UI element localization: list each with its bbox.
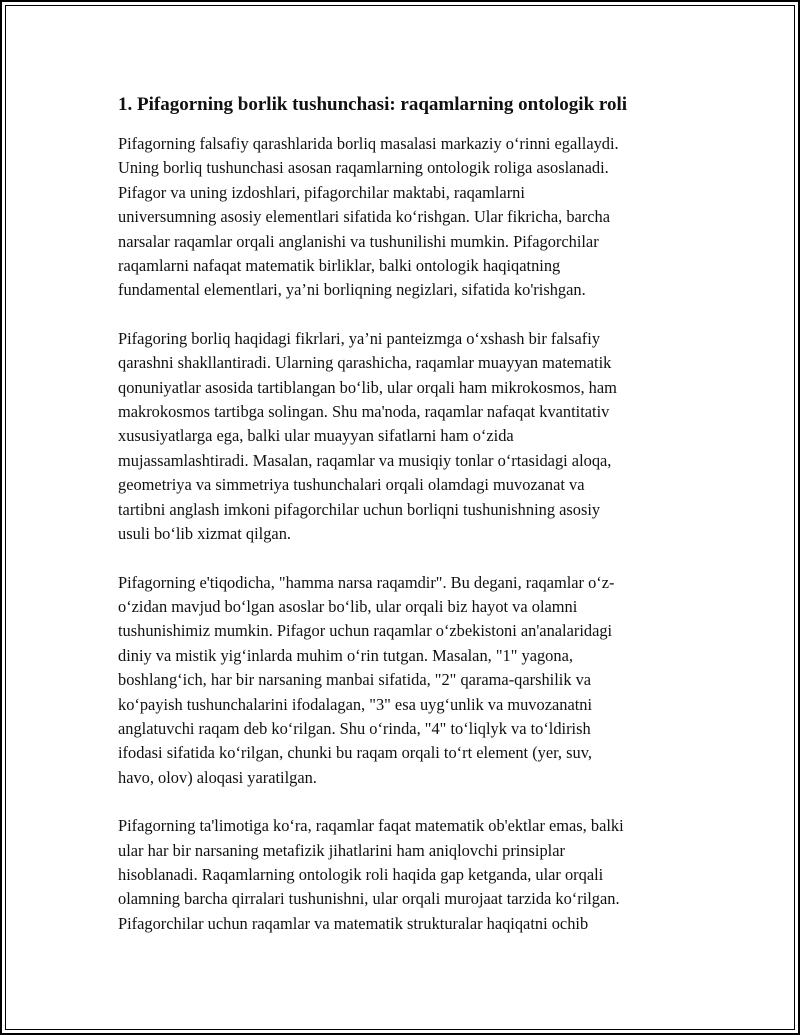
document-body — [118, 92, 688, 960]
paragraph-1: Pifagorning falsafiy qarashlarida borliq masalasi markaziy o‘rinni egallaydi. Uning borliq tushunchasi asosan raqamlarning ontologik roliga asoslanadi. Pifagor va uning izdoshlari, pifagorchilar maktabi, raqamlarni universumning asosiy elementlari sifatida ko‘rishgan. Ular fikricha, barcha narsalar raqamlar orqali anglanishi va tushunilishi mumkin. Pifagorchilar raqamlarni nafaqat matematik birliklar, balki ontologik haqiqatning fundamental elementlari, ya’ni borliqning negizlari, sifatida ko'rishgan. — [118, 134, 619, 300]
paragraph-3: Pifagorning e'tiqodicha, "hamma narsa raqamdir". Bu degani, raqamlar o‘z- o‘zidan mavjud bo‘lgan asoslar bo‘lib, ular orqali biz hayot va olamni tushunishimiz mumkin. Pifagor uchun raqamlar o‘zbekistoni an'analaridagi diniy va mistik yig‘inlarda muhim o‘rin tutgan. Masalan, "1" yagona, boshlang‘ich, har bir narsaning manbai sifatida, "2" qarama-qarshilik va ko‘payish tushunchalarini ifodalagan, "3" esa uyg‘unlik va muvozanatni anglatuvchi raqam deb ko‘rilgan. Shu o‘rinda, "4" to‘liqlyk va to‘ldirish ifodasi sifatida ko‘rilgan, chunki bu raqam orqali to‘rt element (yer, suv, havo, olov) aloqasi yaratilgan. — [118, 572, 615, 787]
paragraph-2: Pifagoring borliq haqidagi fikrlari, ya’ni panteizmga o‘xshash bir falsafiy qarashni shakllantiradi. Ularning qarashicha, raqamlar muayyan matematik qonuniyatlar asosida tartiblangan bo‘lib, ular orqali ham mikrokosmos, ham makrokosmos tartibga solingan. Shu ma'noda, raqamlar nafaqat kvantitativ xususiyatlarga ega, balki ular muayyan sifatlarni ham o‘zida mujassamlashtiradi. Masalan, raqamlar va musiqiy tonlar o‘rtasidagi aloqa, geometriya va simmetriya tushunchalari orqali olamdagi muvozanat va tartibni anglash imkoni pifagorchilar uchun borliqni tushunishning asosiy usuli bo‘lib xizmat qilgan. — [118, 328, 617, 544]
paragraph-4: Pifagorning ta'limotiga ko‘ra, raqamlar faqat matematik ob'ektlar emas, balki ular har bir narsaning metafizik jihatlarini ham aniqlovchi prinsiplar hisoblanadi. Raqamlarning ontologik roli haqida gap ketganda, ular orqali olamning barcha qirralari tushunishni, ular orqali murojaat tarzida ko‘rilgan. Pifagorchilar uchun raqamlar va matematik strukturalar haqiqatni ochib — [118, 816, 624, 933]
section-heading: 1. Pifagorning borlik tushunchasi: raqamlarning ontologik roli — [118, 94, 628, 115]
